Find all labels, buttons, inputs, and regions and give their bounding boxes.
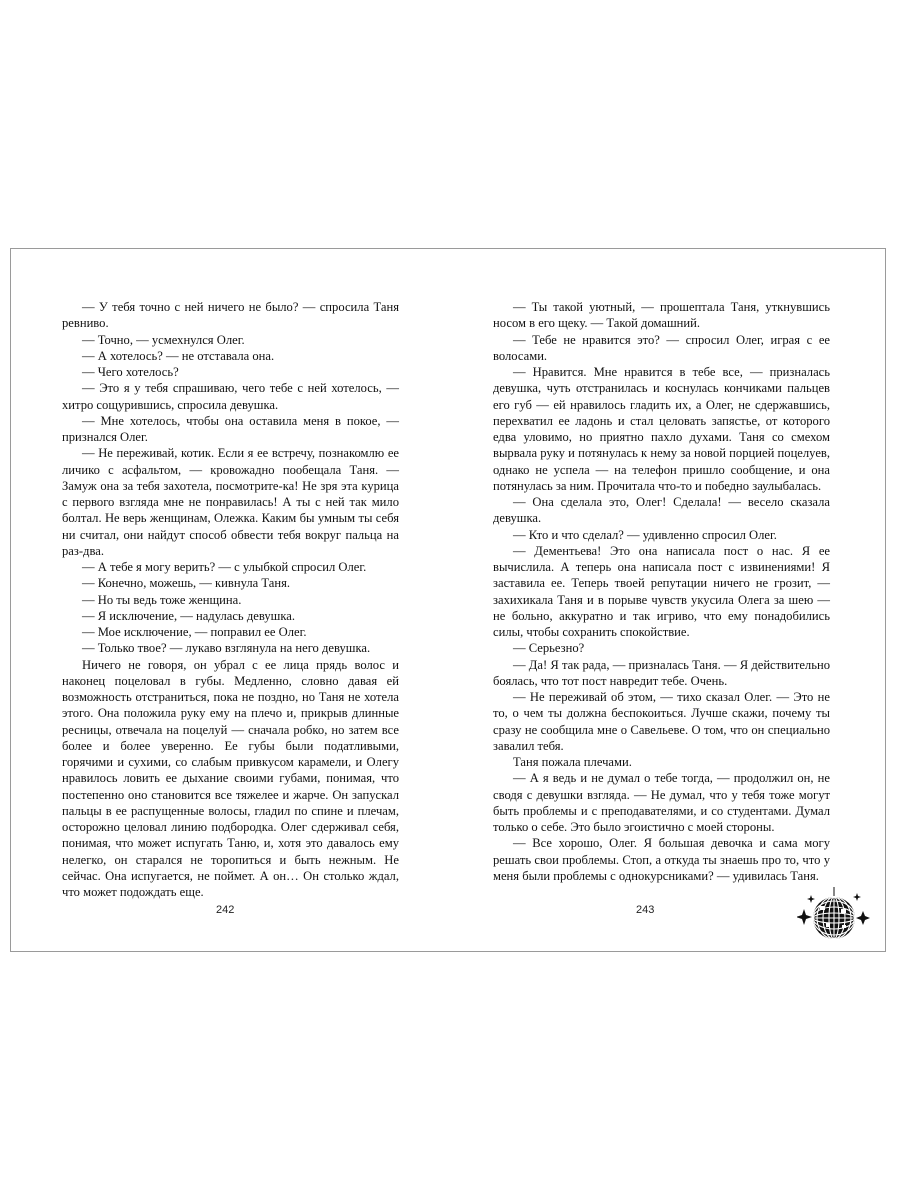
book-spread bbox=[10, 248, 886, 952]
paragraph: — Только твое? — лукаво взглянула на него девушка. bbox=[82, 641, 371, 656]
paragraph: — Не переживай об этом, — тихо сказал Олег. — Это не то, о чем ты должна беспокоиться. Лучше скажи, почему ты сразу не сообщила мне о Савельеве. О том, что он специально завалил тебя. bbox=[493, 690, 830, 753]
paragraph: — Я исключение, — надулась девушка. bbox=[82, 608, 295, 623]
paragraph: — Все хорошо, Олег. Я большая девочка и сама могу решать свои проблемы. Стоп, а откуда ты знаешь про то, что у меня были проблемы с однокурсниками? — удивилась Таня. bbox=[493, 836, 830, 883]
paragraph: — Серьезно? bbox=[513, 641, 585, 656]
paragraph: — Конечно, можешь, — кивнула Таня. bbox=[82, 576, 291, 591]
paragraph: — Кто и что сделал? — удивленно спросил Олег. bbox=[513, 527, 777, 542]
paragraph: — Тебе не нравится это? — спросил Олег, играя с ее волосами. bbox=[493, 332, 830, 363]
paragraph: — Да! Я так рада, — призналась Таня. — Я действительно боялась, что тот пост навредит тебе. Очень. bbox=[493, 657, 830, 688]
paragraph: — Точно, — усмехнулся Олег. bbox=[82, 332, 245, 347]
paragraph: Ничего не говоря, он убрал с ее лица прядь волос и наконец поцеловал в губы. Медленно, словно давая ей возможность отстраниться, пока не поздно, но Таня не хотела этого. Она положила руку ему на плечо и, прикрыв длинные ресницы, отвечала на поцелуй — сначала робко, но затем все более и более уверенно. Ее губы были податливыми, горячими и сухими, со слабым привкусом карамели, и Олегу нравилось ловить ее дыхание своими губами, понимая, что постепенно оно становится все тяжелее и жарче. Он запускал пальцы в ее распущенные волосы, гладил по спине и плечам, осторожно целовал линию подбородка. Олег сдерживал себя, понимая, что может испугать Таню, и, хотя это давалось ему нелегко, он старался не торопиться и быть нежным. Не сейчас. Она испугается, не поймет. А он… Он столько ждал, что может подождать еще. bbox=[62, 657, 399, 899]
paragraph: — А тебе я могу верить? — с улыбкой спросил Олег. bbox=[82, 560, 367, 574]
paragraph: — Мое исключение, — поправил ее Олег. bbox=[82, 625, 307, 639]
paragraph: — Это я у тебя спрашиваю, чего тебе с ней хотелось, — хитро сощурившись, спросила девушка. bbox=[62, 381, 399, 412]
page-number-right: 243 bbox=[636, 904, 655, 916]
paragraph: — Нравится. Мне нравится в тебе все, — призналась девушка, чуть отстранилась и коснулась кончиками пальцев его губ — ей нравилось гладить их, а Олег, не сдержавшись, перехватил ее ладонь и стал целовать запястье, от которого едва уловимо, но приятно пахло духами. Таня со смехом вырвала руку и потянулась к нему за новой порцией поцелуев, однако не успела — на телефон пришло сообщение, и она потянулась за ним. Прочитала что-то и победно заулыбалась. bbox=[493, 365, 830, 493]
paragraph: — Чего хотелось? bbox=[82, 365, 179, 379]
paragraph: — Она сделала это, Олег! Сделала! — весело сказала девушка. bbox=[493, 495, 830, 526]
left-page-text bbox=[62, 299, 399, 900]
paragraph: — Не переживай, котик. Если я ее встречу, познакомлю ее личико с асфальтом, — кровожадно пообещала Таня. — Замуж она за тебя захотела, посмотрите-ка! Не зря эта курица с первого взгляда мне не понравилась! А ты с ней так мило болтал. Не верь женщинам, Олежка. Каким бы умным ты себя ни считал, они найдут способ обвести тебя вокруг пальца на раз-два. bbox=[62, 446, 399, 558]
paragraph: — Но ты ведь тоже женщина. bbox=[82, 592, 242, 607]
paragraph: Таня пожала плечами. bbox=[513, 755, 632, 769]
right-page-text bbox=[493, 299, 830, 884]
paragraph: — У тебя точно с ней ничего не было? — спросила Таня ревниво. bbox=[62, 300, 399, 331]
disco-ball-icon bbox=[797, 887, 871, 943]
paragraph: — А хотелось? — не отставала она. bbox=[82, 348, 275, 363]
paragraph: — Дементьева! Это она написала пост о нас. Я ее вычислила. А теперь она написала пост с извинениями! Я заставила ее. Теперь твоей репутации ничего не грозит, — захихикала Таня и в порыве чувств укусила Олега за шею — не больно, аккуратно и так игриво, что ему понадобились силы, чтобы сохранить спокойствие. bbox=[493, 543, 830, 639]
paragraph: — Мне хотелось, чтобы она оставила меня в покое, — признался Олег. bbox=[62, 413, 399, 444]
page-number-left: 242 bbox=[216, 904, 235, 916]
paragraph: — Ты такой уютный, — прошептала Таня, уткнувшись носом в его щеку. — Такой домашний. bbox=[493, 300, 830, 331]
paragraph: — А я ведь и не думал о тебе тогда, — продолжил он, не сводя с девушки взгляда. — Не думал, что у тебя тоже могут быть проблемы и с преподавателями, и со студентами. Думал только о себе. Это было эгоистично с моей стороны. bbox=[493, 771, 830, 834]
